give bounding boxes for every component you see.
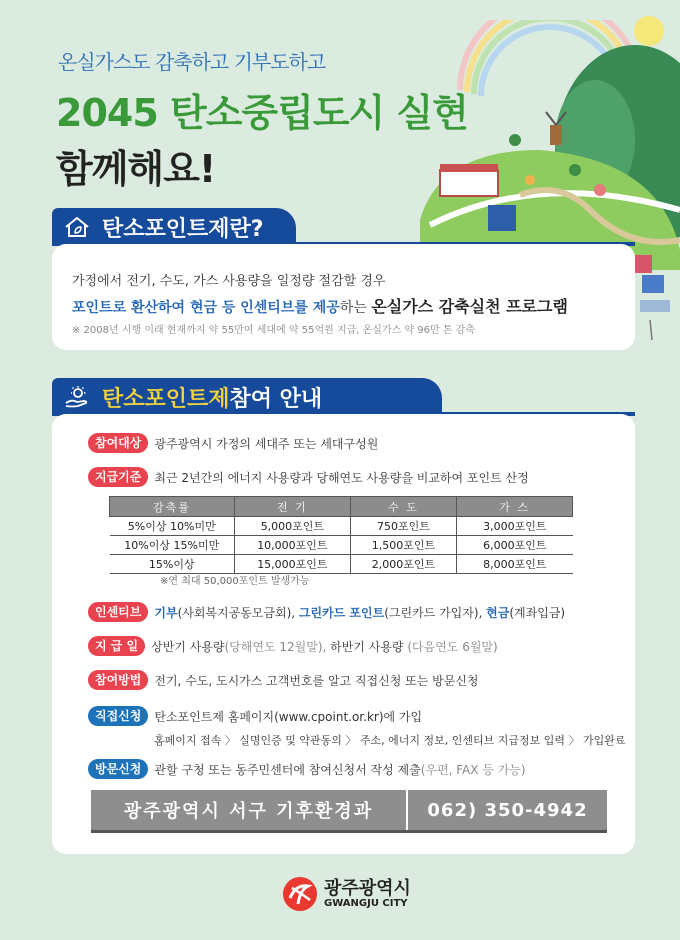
table-header: 전 기 bbox=[235, 497, 351, 517]
table-note: ※연 최대 50,000포인트 발생가능 bbox=[160, 576, 310, 587]
label-direct: 직접신청 bbox=[88, 706, 148, 726]
header-slogan: 함께해요! bbox=[56, 147, 216, 191]
label-target: 참여대상 bbox=[88, 433, 148, 453]
row-criteria bbox=[88, 467, 529, 487]
table-cell: 5%이상 10%미만 bbox=[110, 517, 235, 536]
table-cell: 15,000포인트 bbox=[235, 555, 351, 574]
intro-line1: 가정에서 전기, 수도, 가스 사용량을 일정량 절감할 경우 bbox=[72, 274, 386, 289]
gwangju-logo bbox=[282, 876, 411, 912]
row-target bbox=[88, 433, 378, 453]
gwangju-emblem-icon bbox=[282, 876, 318, 912]
points-table bbox=[109, 496, 573, 574]
intro-connector: 하는 bbox=[339, 300, 372, 316]
label-visit: 방문신청 bbox=[88, 759, 148, 779]
row-payday bbox=[88, 636, 498, 656]
section-title-highlight: 탄소포인트제 bbox=[102, 386, 230, 412]
label-incentive: 인센티브 bbox=[88, 602, 148, 622]
label-method: 참여방법 bbox=[88, 670, 148, 690]
incentive-donation-note: (사회복지공동모금회), bbox=[177, 605, 299, 620]
text-method: 전기, 수도, 도시가스 고객번호를 알고 직접신청 또는 방문신청 bbox=[154, 673, 479, 688]
text-payday bbox=[151, 638, 498, 655]
intro-highlight: 포인트로 환산하여 현금 등 인센티브를 제공 bbox=[72, 300, 340, 316]
incentive-donation: 기부 bbox=[154, 605, 178, 620]
table-cell: 2,000포인트 bbox=[350, 555, 456, 574]
intro-line2 bbox=[72, 294, 568, 317]
table-cell: 15%이상 bbox=[110, 555, 235, 574]
table-cell: 10,000포인트 bbox=[235, 536, 351, 555]
intro-program: 온실가스 감축실천 프로그램 bbox=[371, 297, 568, 316]
incentive-cash: 현금 bbox=[486, 605, 510, 620]
hand-sun-icon bbox=[60, 380, 94, 414]
logo-korean: 광주광역시 bbox=[324, 877, 411, 899]
section-tab-guide bbox=[52, 378, 442, 416]
table-cell: 750포인트 bbox=[350, 517, 456, 536]
intro-note: ※ 2008년 시행 이래 현재까지 약 55만여 세대에 약 55억원 지급, 온실가스 약 96만 톤 감축 bbox=[72, 325, 476, 336]
incentive-greencard-note: (그린카드 가입자), bbox=[384, 605, 487, 620]
contact-bar bbox=[91, 790, 607, 833]
header-title: 2045 탄소중립도시 실현 bbox=[56, 91, 468, 135]
incentive-cash-note: (계좌입금) bbox=[509, 605, 566, 620]
table-header: 감축률 bbox=[110, 497, 235, 517]
text-target: 광주광역시 가정의 세대주 또는 세대구성원 bbox=[154, 436, 379, 451]
visit-note: (우편, FAX 등 가능) bbox=[420, 762, 526, 777]
intro-card bbox=[52, 244, 635, 350]
text-visit bbox=[154, 761, 525, 778]
section-title-rest: 참여 안내 bbox=[229, 386, 323, 412]
row-visit bbox=[88, 759, 526, 779]
text-criteria: 최근 2년간의 에너지 사용량과 당해연도 사용량을 비교하여 포인트 산정 bbox=[154, 470, 529, 485]
direct-steps: 홈페이지 접속 〉 실명인증 및 약관동의 〉 주소, 에너지 정보, 인센티브 지급정보 입력 〉 가입완료 bbox=[154, 734, 626, 747]
table-cell: 5,000포인트 bbox=[235, 517, 351, 536]
text-direct: 탄소포인트제 홈페이지(www.cpoint.or.kr)에 가입 bbox=[154, 709, 423, 724]
table-cell: 10%이상 15%미만 bbox=[110, 536, 235, 555]
table-row bbox=[110, 536, 573, 555]
table-row bbox=[110, 555, 573, 574]
table-header: 수 도 bbox=[350, 497, 456, 517]
logo-english: GWANGJU CITY bbox=[324, 897, 408, 909]
header-tagline: 온실가스도 감축하고 기부도하고 bbox=[58, 50, 326, 74]
incentive-greencard: 그린카드 포인트 bbox=[298, 605, 385, 620]
row-method bbox=[88, 670, 479, 690]
table-row bbox=[110, 517, 573, 536]
text-incentive bbox=[154, 604, 565, 621]
label-criteria: 지급기준 bbox=[88, 467, 148, 487]
payday-second-half: 하반기 사용량 bbox=[330, 639, 404, 654]
payday-first-half: 상반기 사용량 bbox=[151, 639, 225, 654]
contact-department: 광주광역시 서구 기후환경과 bbox=[91, 790, 408, 830]
row-direct bbox=[88, 706, 422, 726]
table-cell: 8,000포인트 bbox=[457, 555, 573, 574]
payday-first-note: (당해연도 12월말), bbox=[224, 639, 331, 654]
table-cell: 3,000포인트 bbox=[457, 517, 573, 536]
payday-second-note: (다음연도 6월말) bbox=[403, 639, 498, 654]
row-incentive bbox=[88, 602, 565, 622]
table-cell: 1,500포인트 bbox=[350, 536, 456, 555]
house-leaf-icon bbox=[60, 210, 94, 244]
table-header-row bbox=[110, 497, 573, 517]
visit-text: 관할 구청 또는 동주민센터에 참여신청서 작성 제출 bbox=[154, 762, 421, 777]
label-payday: 지 급 일 bbox=[88, 636, 145, 656]
contact-phone: 062) 350-4942 bbox=[427, 799, 588, 821]
table-cell: 6,000포인트 bbox=[457, 536, 573, 555]
table-header: 가 스 bbox=[457, 497, 573, 517]
section-title: 탄소포인트제란? bbox=[102, 216, 264, 242]
section-tab-what-is bbox=[52, 208, 296, 246]
